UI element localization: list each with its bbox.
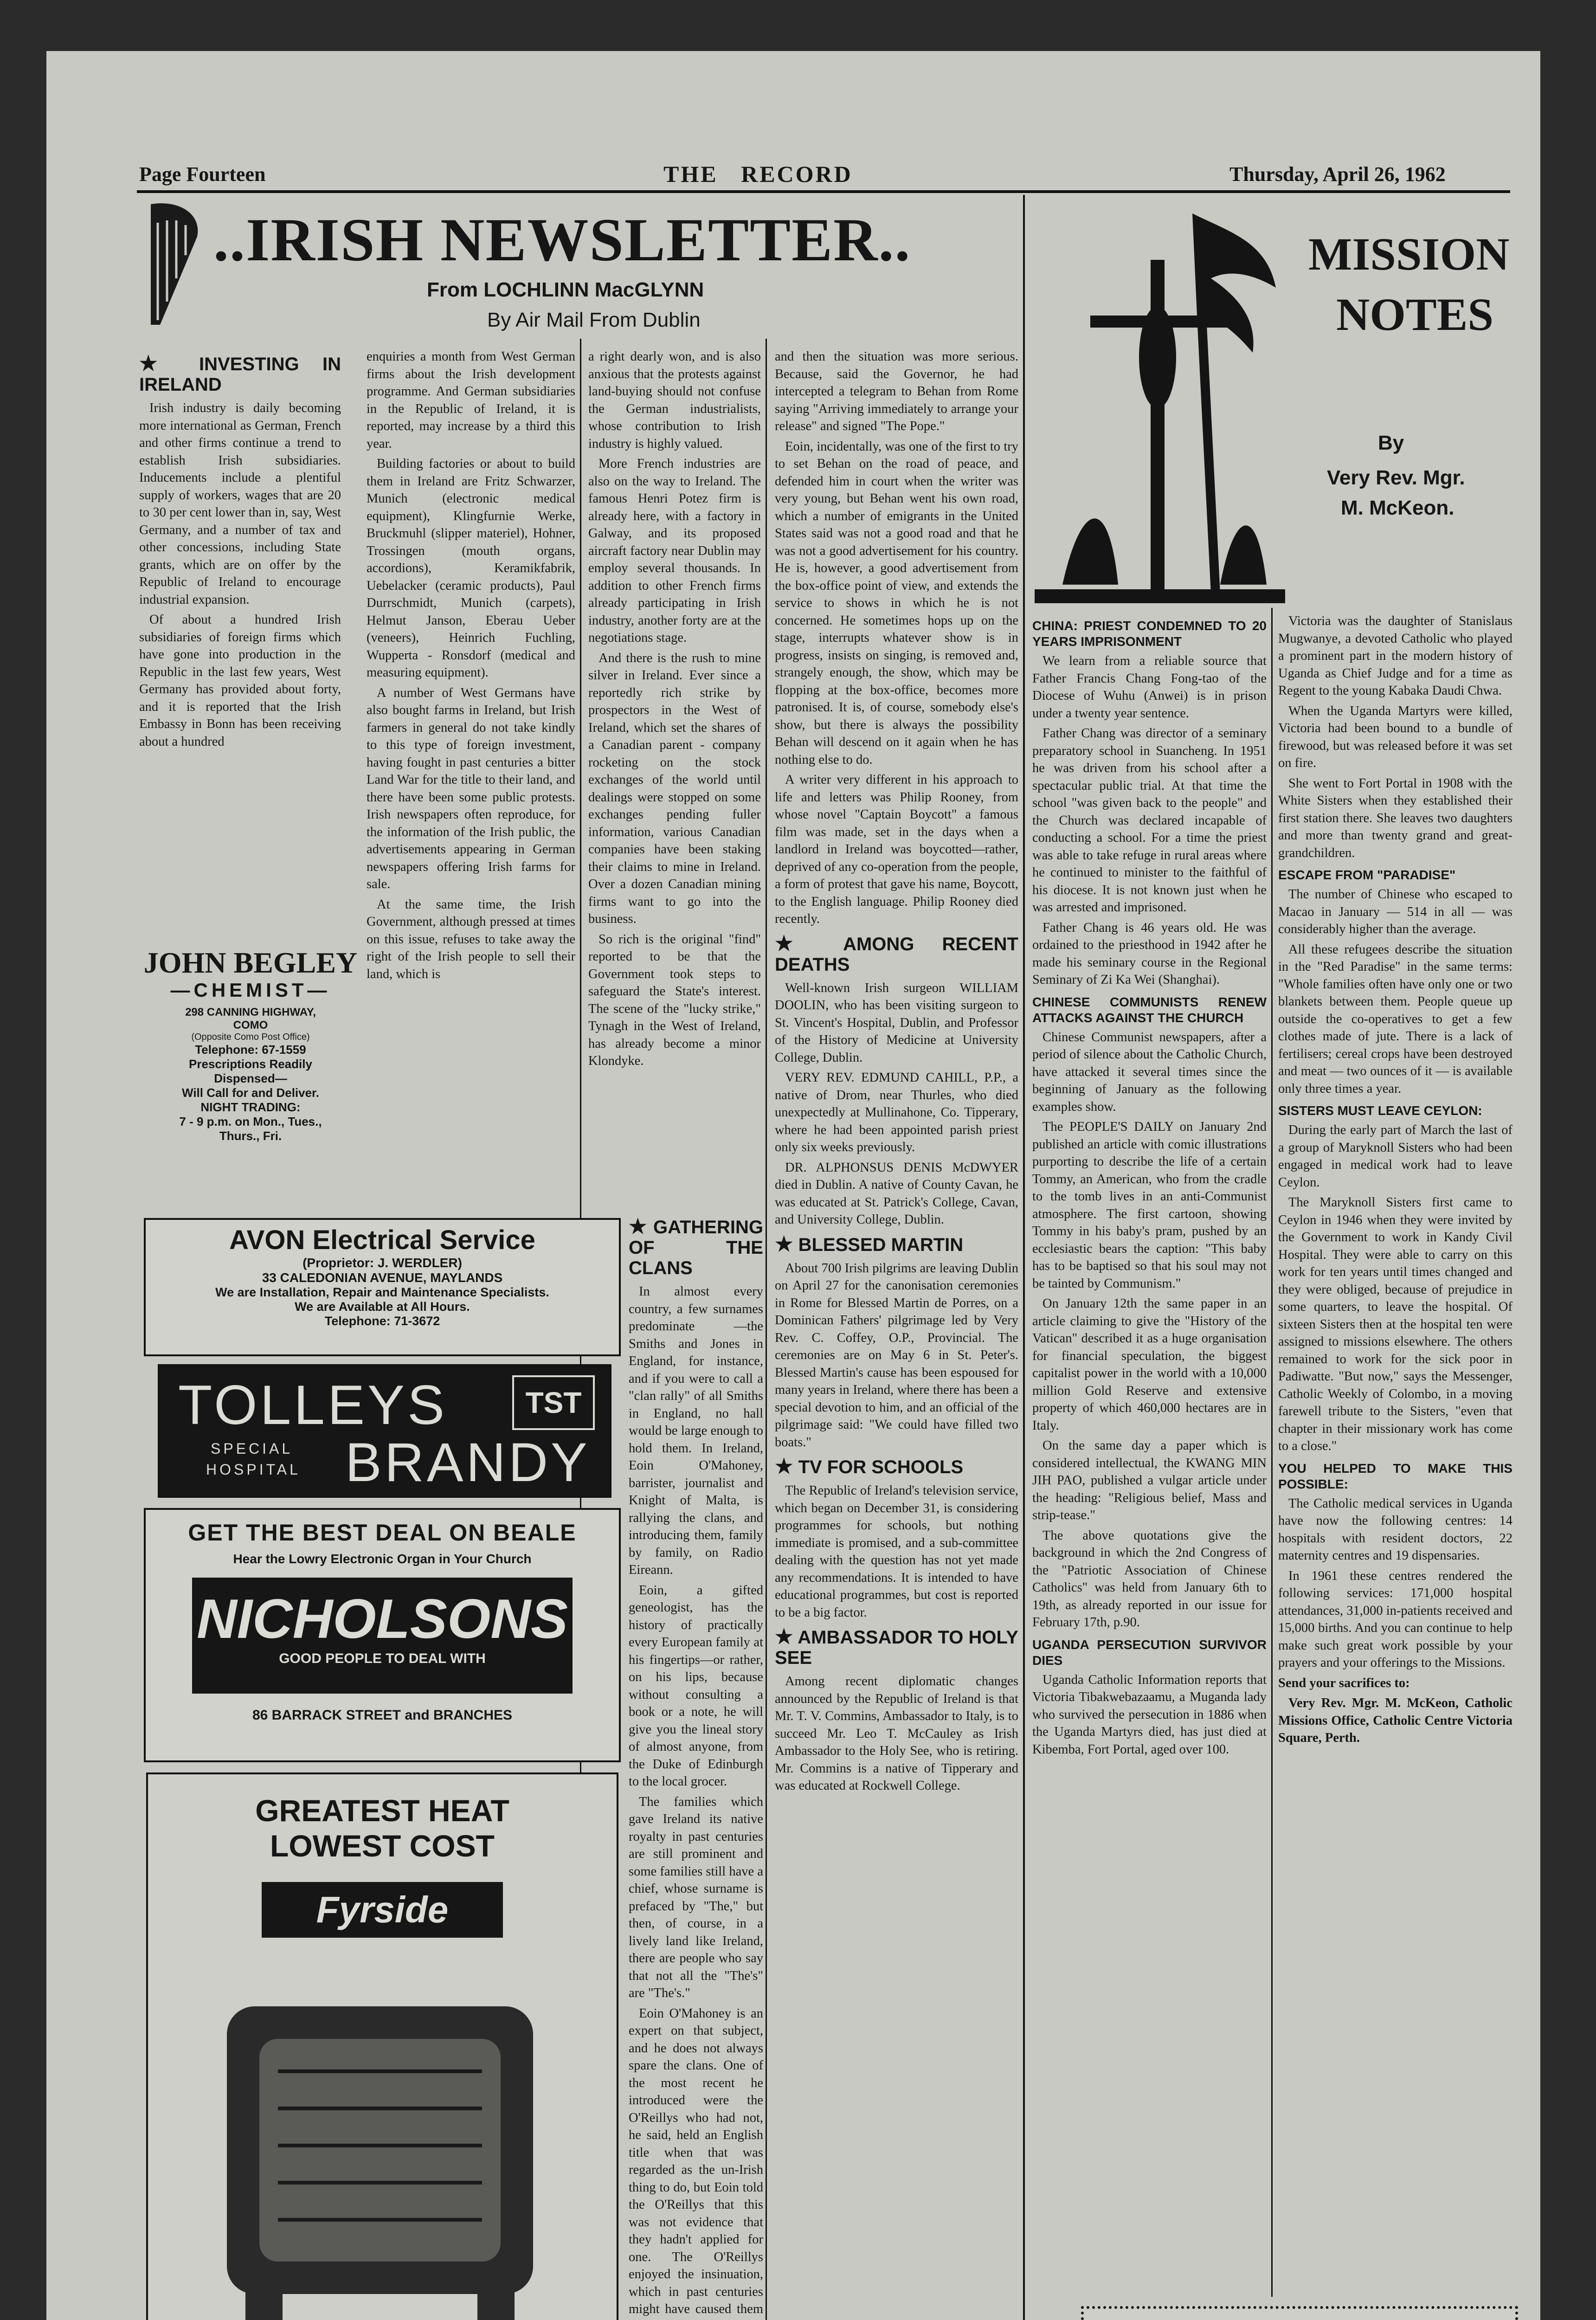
mission-by: By xyxy=(1378,432,1404,454)
mission-title-1: MISSION xyxy=(1308,228,1510,280)
newsletter-title: ..IRISH NEWSLETTER.. xyxy=(213,206,911,274)
col5: CHINA: PRIEST CONDEMNED TO 20 YEARS IMPRISONMENT We learn from a reliable source that Father Francis Chang Fong-tao of the Diocese of Wuhu (Anwei) is in prison under a twenty year sentence. Father Chang was director of a seminary preparatory school in Suancheng. In 1951 he was driven from his school after a spectacular public trial. At that time the school "was given back to the people" and the Church was declared incapable of conducting a school. For a time the priest was able to take refuge in rural areas where he continued to minister to the faithful of his diocese. It is not known just when he was arrested and imprisoned. Father Chang is 46 years old. He was ordained to the priesthood in 1942 after he made his seminary course in the Regional Seminary of Zi Ka Wei (Shanghai). CHINESE COMMUNISTS RENEW ATTACKS AGAINST THE CHURCH Chinese Communist newspapers, after a period of silence about the Catholic Church, have attacked it several times since the beginning of January as the following examples show. The PEOPLE'S DAILY on January 2nd published an article with comic illustrations purporting to describe the life of a certain Tommy, an American, who from the cradle to the tomb lives in an anti-Communist atmosphere. The first cartoon, showing Tommy in his baby's pram, pushed by an ecclesiastic bears the caption: "This baby has to be baptised so that his soul may not be tainted by Communism." On January 12th the same paper in an article claiming to give the "History of the Vatican" described it as a huge organisation for financial speculation, the biggest capitalist power in the world with a 10,000 million Gold Reserve and extensive property of which 460,000 hectares are in Italy. On the same day a paper which is considered intellectual, the KWANG MIN JIH PAO, published a vulgar article under the heading: "Religious belief, Mass and strip-tease." The above quotations give the background in which the 2nd Congress of the "Patriotic Association of Chinese Catholics" was held from January 6th to 19th, as already reported in our issue for February 17th, p.90. UGANDA PERSECUTION SURVIVOR DIES Uganda Catholic Information reports that Victoria Tibakwebazaamu, a Muganda lady who survived the persecution in 1886 when the Uganda Martyrs died, has just died at Kibemba, Fort Portal, aged over 100. xyxy=(1032,619,1267,1757)
col2: enquiries a month from West German firms about the Irish development programme. And German subsidiaries in the Republic of Ireland, it is reported, may increase by a third this year. Building factories or about to build them in Ireland are Fritz Schwarzer, Munich (electronic medical equipment), Klingfurnie Werke, Bruckmuhl (slipper materiel), Hohner, Trossingen (mouth organs, accordions), Keramikfabrik, Uebelacker (ceramic products), Paul Durrschmidt, Munich (carpets), Helmut Janson, Eberau Ueber (veneers), Heinrich Fuchling, Wupperta - Ronsdorf (medical and measuring equipment). A number of West Germans have also bought farms in Ireland, but Irish farmers in general do not take kindly to this type of foreign investment, having fought in past centuries a bitter Land War for the title to their land, and there have been some public protests. Irish newspapers often reproduce, for the information of the Irish public, the advertisements appearing in German newspapers offering Irish farms for sale. At the same time, the Irish Government, although pressed at times on this issue, refuses to take away the right of the Irish people to sell their land, which is xyxy=(367,349,575,981)
col2-continued xyxy=(367,951,575,1216)
paper-name: THE RECORD xyxy=(663,161,853,187)
tv-heading: ★ TV FOR SCHOOLS xyxy=(775,1455,964,1478)
col1: ★ INVESTING IN IRELAND Irish industry is daily becoming more international as German, French and other firms continue a trend to establish Irish subsidiaries. Inducements include a plentiful supply of workers, wages that are 20 to 30 per cent lower than in, say, West Germany, and a number of tax and other concessions, including State grants, which are on offer by the Republic of Ireland to encourage industrial expansion. Of about a hundred Irish subsidiaries of foreign firms which have gone into production in the Republic in the last few years, West Germany has provided about forty, and it is reported that the Irish Embassy in Bonn has been receiving about a hundred xyxy=(139,352,341,749)
dalgetys-travel-ad xyxy=(1081,2306,1518,2320)
mission-author-1: Very Rev. Mgr. xyxy=(1327,466,1465,489)
avon-ad: AVON Electrical Service (Proprietor: J. WERDLER) 33 CALEDONIAN AVENUE, MAYLANDS We are Installation, Repair and Maintenance Specialists. We are Available at All Hours. Telephone: 71-3672 xyxy=(144,1218,621,1356)
mission-title-2: NOTES xyxy=(1336,289,1494,340)
col3: a right dearly won, and is also anxious that the protests against land-buying should not confuse the German industrialists, whose contribution to Irish industry is highly valued. More French industries are also on the way to Ireland. The famous Henri Potez firm is already here, with a factory in Galway, and its proposed aircraft factory near Dublin may employ several thousands. In addition to other French firms already participating in Irish industry, another forty are at the negotiations stage. And there is the rush to mine silver in Ireland. Ever since a reportedly rich strike by prospectors in the West of Ireland, which set the shares of a Canadian parent - company rocketing on the stock exchanges of the world until dealings were stopped on some exchanges pending fuller information, various Canadian companies have been staking their claims to mine in Ireland. Over a dozen Canadian mining firms want to go into the business. So rich is the original "find" reported to be that the Government took steps to safeguard the State's interest. The scene of the "lucky strike," Tynagh in the West of Ireland, has already become a minor Klondyke. xyxy=(588,349,761,1068)
tolleys-ad: TOLLEYS TST SPECIAL HOSPITAL BRANDY xyxy=(158,1364,611,1498)
crucifix-illustration xyxy=(1035,204,1285,612)
martin-heading: ★ BLESSED MARTIN xyxy=(775,1232,964,1256)
header-rule xyxy=(137,190,1510,193)
heater-image xyxy=(208,1997,552,2320)
investing-heading: ★ INVESTING IN IRELAND xyxy=(139,352,341,395)
col6: Victoria was the daughter of Stanislaus Mugwanye, a devoted Catholic who played a prominent part in the modern history of Uganda as Chief Judge and for a time as Regent to the young Kabaka Daudi Chwa. When the Uganda Martyrs were killed, Victoria had been bound to a bundle of firewood, but was released before it was set on fire. She went to Fort Portal in 1908 with the White Sisters when they established their first station there. She leaves two daughters and more than twenty grand and great-grandchildren. ESCAPE FROM "PARADISE" The number of Chinese who escaped to Macao in January — 514 in all — was considerably higher than the average. All these refugees describe the situation in the "Red Paradise" in the same terms: "Whole families often have only one or two blankets between them. People queue up outside the co-operatives to get a few clothes made of jute. There is a lack of fertilisers; cereal crops have been destroyed and meat — two ounces of it — is available only three times a year. SISTERS MUST LEAVE CEYLON: During the early part of March the last of a group of Maryknoll Sisters who had been engaged in medical work had to leave Ceylon. The Maryknoll Sisters first came to Ceylon in 1946 when they were invited by the Government to work in Kandy Civil Hospital. They were able to carry on this work for ten years until times changed and they were obliged, because of prejudice in some quarters, to leave the hospital. Of sixteen Sisters then at the hospital ten were assigned to missions elsewhere. The others remained to work for the sick poor in Padiwatte. "But now," says the Messenger, Catholic Weekly of Colombo, in a moving farewell tribute to the Sisters, "even that chapter in their missionary work has come to a close." YOU HELPED TO MAKE THIS POSSIBLE: The Catholic medical services in Uganda have now the following centres: 14 hospitals with resident doctors, 22 maternity centres and 19 dispensaries. In 1961 these centres rendered the following services: 171,000 hospital attendances, 31,000 in-patients received and 15,000 births. And you can continue to help make such great work possible by your prayers and your offerings to the Missions. Send your sacrifices to: Very Rev. Mgr. M. McKeon, Catholic Missions Office, Catholic Centre Victoria Square, Perth. xyxy=(1278,614,1512,1745)
ambassador-heading: ★ AMBASSADOR TO HOLY SEE xyxy=(775,1625,1018,1668)
fyrside-ad: GREATEST HEAT LOWEST COST Fyrside xyxy=(146,1772,618,2320)
col3-lower: ★ GATHERING OF THE CLANS In almost every country, a few surnames predominate —the Smiths and Jones in England, for instance, and if you were to call a "clan rally" of all Smiths in England, no hall would be large enough to hold them. In Ireland, Eoin O'Mahoney, barrister, journalist and Knight of Malta, is rallying the clans, and introducing them, family by family, on Radio Eireann. Eoin, a gifted geneologist, has the history of practically every European family at his fingertips—or rather, on his lips, because without consulting a book or a note, he will give you the lineal story of almost anyone, from the Duke of Edinburgh to the local grocer. The families which gave Ireland its native royalty in past centuries are still prominent and some families still have a chief, whose surname is prefaced by "The," but then, of course, in a lively land like Ireland, there are people who say that not all the "The's" are "The's." Eoin O'Mahoney is an expert on that subject, and he does not always spare the clans. One of the most recent he introduced were the O'Reillys who had not, he said, held an English title when that was regarded as the un-Irish thing to do, but Eoin told the O'Reillys that this was not evidence that they hadn't applied for one. The O'Reillys enjoyed the insinuation, which in past centuries might have caused them xyxy=(629,1215,763,2316)
nicholsons-ad: GET THE BEST DEAL ON BEALE Hear the Lowry Electronic Organ in Your Church NICHOLSONS GOOD PEOPLE TO DEAL WITH 86 BARRACK STREET and BRANCHES xyxy=(144,1508,621,1762)
mission-author-2: M. McKeon. xyxy=(1341,496,1454,519)
deaths-heading: ★ AMONG RECENT DEATHS xyxy=(775,932,1018,975)
harp-icon xyxy=(142,195,211,334)
page-number: Page Fourteen xyxy=(139,163,266,186)
gathering-heading: ★ GATHERING OF THE CLANS xyxy=(629,1215,763,1278)
newsletter-byline: From LOCHLINN MacGLYNN xyxy=(427,278,704,301)
begley-ad: JOHN BEGLEY —CHEMIST— 298 CANNING HIGHWAY, COMO (Opposite Como Post Office) Telephone: 67-1559 Prescriptions Readily Dispensed— Will Call for and Deliver. NIGHT TRADING: 7 - 9 p.m. on Mon., Tues., Thurs., Fri. xyxy=(143,946,358,1143)
col4: and then the situation was more serious. Because, said the Governor, he had intercepted a telegram to Behan from Rome saying "Arriving immediately to arrange your release" and signed "The Pope." Eoin, incidentally, was one of the first to try to set Behan on the road of peace, and defended him in court when the writer was very young, but Behan went his own road, which a number of emigrants in the United States said was not a good road and that he was not a good advertisement for his country. He is, however, a good advertisement from the box-office point of view, and extends the service to shows in which he is not concerned. He sometimes hops up on the stage, interrupts whatever show is in progress, insists on singing, is removed and, strangely enough, the show, which may be flopping at the box-office, becomes more patronised. It is, of course, somebody else's show, but there is always the possibility Behan will descend on it again when he has nothing else to do. A writer very different in his approach to life and letters was Philip Rooney, from whose novel "Captain Boycott" a famous film was made, set in the days when a landlord in Ireland was boycotted—rather, deprived of any co-operation from the people, a form of protest that gave his name, Boycott, to the English language. Philip Rooney died recently. ★ AMONG RECENT DEATHS Well-known Irish surgeon WILLIAM DOOLIN, who has been visiting surgeon to St. Vincent's Hospital, Dublin, and Professor of the History of Medicine at University College, Dublin. VERY REV. EDMUND CAHILL, P.P., a native of Drom, near Thurles, who died unexpectedly at Mullinahone, Co. Tipperary, where he had been appointed parish priest only six weeks previously. DR. ALPHONSUS DENIS McDWYER died in Dublin. A native of County Cavan, he was educated at St. Patrick's College, Cavan, and University College, Dublin. ★ BLESSED MARTIN About 700 Irish pilgrims are leaving Dublin on April 27 for the canonisation ceremonies in Rome for Blessed Martin de Porres, on a Dominican Fathers' pilgrimage led by Very Rev. C. Coffey, O.P., Provincial. The ceremonies are on May 6 in St. Peter's. Blessed Martin's cause has been espoused for many years in Ireland, where there has been a special devotion to him, and an official of the pilgrimage said: "We could have filled two boats." ★ TV FOR SCHOOLS The Republic of Ireland's television service, which began on December 31, is considering programmes for schools, but nothing immediate is promised, and a sub-committee dealing with the question has not yet made any recommendations. It is intended to have educational programmes, but cost is reported to be a big factor. ★ AMBASSADOR TO HOLY SEE Among recent diplomatic changes announced by the Republic of Ireland is that Mr. T. V. Commins, Ambassador to Italy, is to succeed Mr. Leo T. McCauley as Irish Ambassador to the Holy See, who is retiring. Mr. Commins is a native of Tipperary and was educated at Rockwell College. xyxy=(775,349,1018,1793)
newspaper-page xyxy=(46,51,1540,2320)
newsletter-via: By Air Mail From Dublin xyxy=(487,309,701,331)
issue-date: Thursday, April 26, 1962 xyxy=(1229,163,1446,186)
